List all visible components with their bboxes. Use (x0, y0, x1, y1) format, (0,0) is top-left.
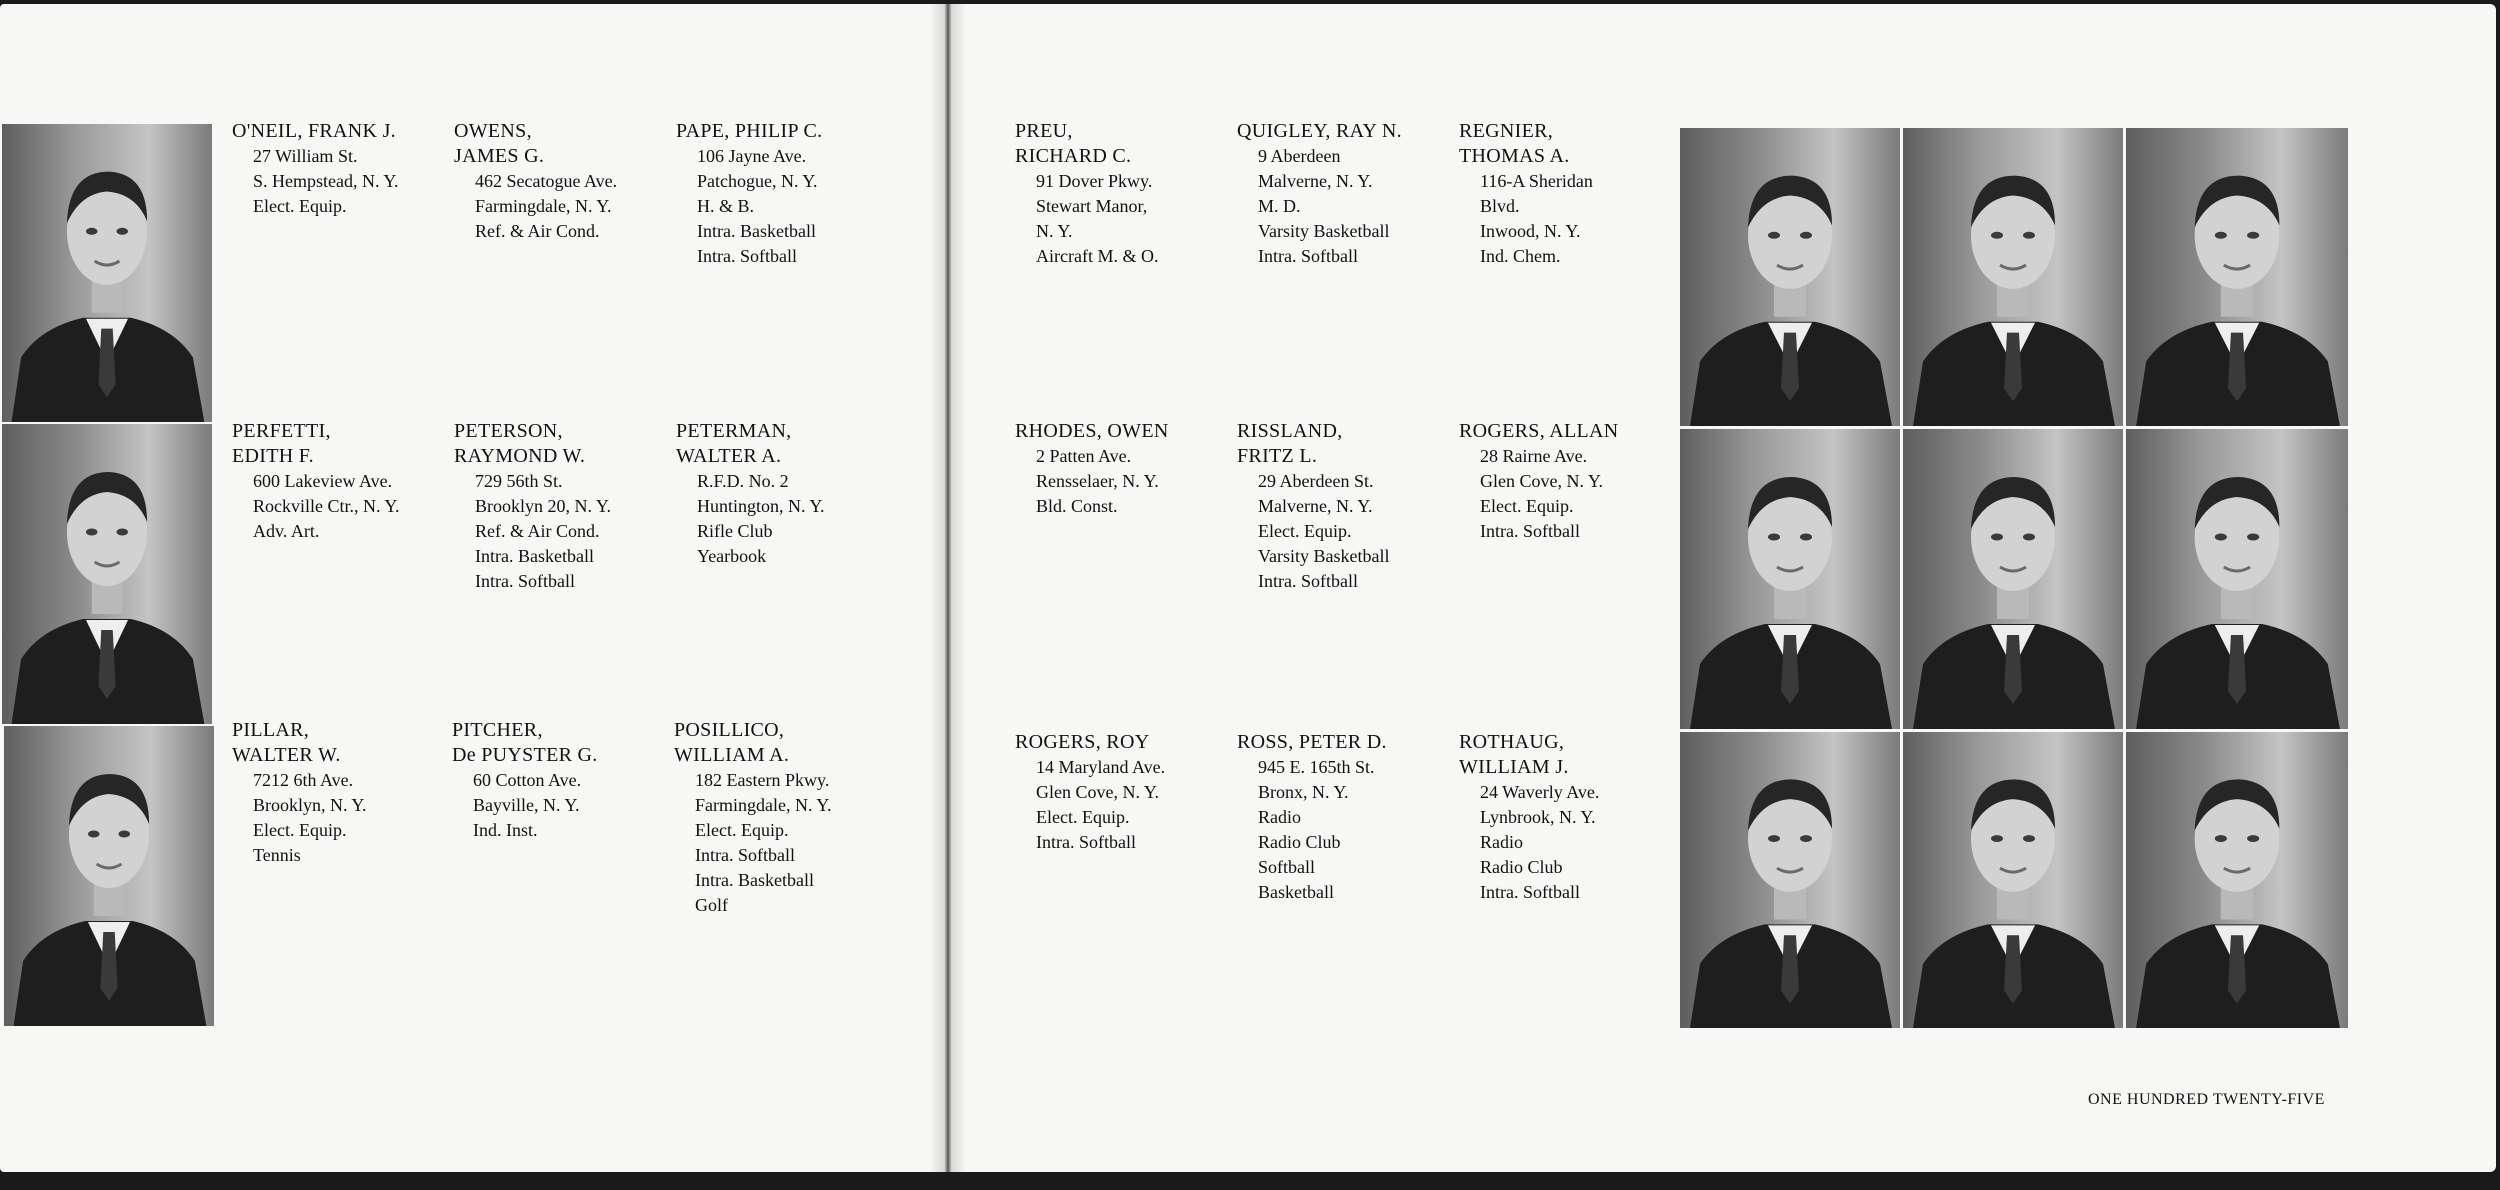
student-detail: 600 Lakeview Ave. (253, 471, 393, 491)
student-name: PREU, (1015, 120, 1073, 142)
portrait-photo-rogers-allan (2126, 429, 2348, 729)
student-detail: Huntington, N. Y. (697, 496, 825, 516)
student-detail: Elect. Equip. (253, 196, 347, 216)
student-detail: Brooklyn 20, N. Y. (475, 496, 612, 516)
student-entry-rhodes (1015, 419, 1230, 519)
portrait-photo-regnier (2126, 128, 2348, 426)
student-detail: Intra. Softball (1258, 571, 1358, 591)
student-name: PETERMAN, (676, 420, 792, 442)
page-number: ONE HUNDRED TWENTY-FIVE (2088, 1091, 2325, 1108)
portrait-photo-icon (2, 424, 212, 724)
student-name: THOMAS A. (1459, 145, 1570, 167)
student-detail: Elect. Equip. (1480, 496, 1574, 516)
student-detail: Aircraft M. & O. (1036, 246, 1159, 266)
student-detail: Intra. Softball (1480, 521, 1580, 541)
portrait-photo-icon (4, 726, 214, 1026)
student-name: PETERSON, (454, 420, 563, 442)
student-detail: Intra. Basketball (695, 870, 814, 890)
student-name: WILLIAM J. (1459, 756, 1569, 778)
portrait-photo-rogers-roy (1680, 732, 1900, 1028)
portrait-photo-icon (1903, 429, 2123, 729)
student-detail: Intra. Softball (1258, 246, 1358, 266)
student-detail: Intra. Basketball (475, 546, 594, 566)
portrait-photo-rhodes (1680, 429, 1900, 729)
student-detail: Radio (1480, 832, 1523, 852)
student-detail: Malverne, N. Y. (1258, 496, 1373, 516)
student-name: WALTER W. (232, 744, 341, 766)
student-detail: 945 E. 165th St. (1258, 757, 1375, 777)
portrait-photo-rissland (1903, 429, 2123, 729)
student-detail: Brooklyn, N. Y. (253, 795, 367, 815)
student-detail: 14 Maryland Ave. (1036, 757, 1166, 777)
student-detail: Ind. Chem. (1480, 246, 1561, 266)
student-name: PAPE, PHILIP C. (676, 120, 823, 142)
student-detail: Intra. Softball (475, 571, 575, 591)
student-detail: H. & B. (697, 196, 755, 216)
portrait-photo-oneil (2, 124, 212, 422)
student-entry-regnier (1459, 119, 1674, 269)
student-detail: Patchogue, N. Y. (697, 171, 818, 191)
student-name: ROTHAUG, (1459, 731, 1565, 753)
student-detail: Stewart Manor, (1036, 196, 1148, 216)
student-detail: Adv. Art. (253, 521, 320, 541)
student-detail: Intra. Basketball (697, 221, 816, 241)
student-detail: 106 Jayne Ave. (697, 146, 807, 166)
student-detail: Malverne, N. Y. (1258, 171, 1373, 191)
student-detail: Farmingdale, N. Y. (475, 196, 612, 216)
portrait-photo-icon (2126, 128, 2348, 426)
student-name: OWENS, (454, 120, 532, 142)
student-detail: Ind. Inst. (473, 820, 538, 840)
portrait-photo-ross (1903, 732, 2123, 1028)
student-name: WILLIAM A. (674, 744, 790, 766)
student-detail: Ref. & Air Cond. (475, 521, 600, 541)
student-detail: Varsity Basketball (1258, 546, 1390, 566)
student-detail: Bronx, N. Y. (1258, 782, 1349, 802)
student-entry-perfetti (232, 419, 447, 544)
student-entry-rissland (1237, 419, 1452, 594)
student-name: De PUYSTER G. (452, 744, 598, 766)
student-detail: Intra. Softball (695, 845, 795, 865)
student-entry-ross (1237, 730, 1452, 905)
student-detail: Elect. Equip. (253, 820, 347, 840)
student-detail: Intra. Softball (1480, 882, 1580, 902)
student-detail: Glen Cove, N. Y. (1480, 471, 1603, 491)
student-detail: Golf (695, 895, 728, 915)
student-detail: Elect. Equip. (695, 820, 789, 840)
portrait-photo-quigley (1903, 128, 2123, 426)
student-name: RISSLAND, (1237, 420, 1343, 442)
student-detail: 7212 6th Ave. (253, 770, 354, 790)
student-detail: Intra. Softball (697, 246, 797, 266)
student-entry-rogers-allan (1459, 419, 1674, 544)
student-name: RICHARD C. (1015, 145, 1132, 167)
student-detail: 91 Dover Pkwy. (1036, 171, 1153, 191)
student-detail: Radio Club (1258, 832, 1341, 852)
student-name: RHODES, OWEN (1015, 420, 1169, 442)
student-name: ROSS, PETER D. (1237, 731, 1387, 753)
student-detail: 24 Waverly Ave. (1480, 782, 1600, 802)
student-detail: 116-A Sheridan (1480, 171, 1593, 191)
student-detail: 462 Secatogue Ave. (475, 171, 618, 191)
student-entry-oneil (232, 119, 447, 219)
student-detail: 27 William St. (253, 146, 358, 166)
student-detail: Tennis (253, 845, 301, 865)
student-detail: Lynbrook, N. Y. (1480, 807, 1596, 827)
student-entry-pape (676, 119, 891, 269)
student-entry-preu (1015, 119, 1230, 269)
student-name: POSILLICO, (674, 719, 785, 741)
student-name: WALTER A. (676, 445, 782, 467)
portrait-photo-icon (1903, 732, 2123, 1028)
student-detail: S. Hempstead, N. Y. (253, 171, 399, 191)
student-name: REGNIER, (1459, 120, 1554, 142)
student-detail: Bld. Const. (1036, 496, 1118, 516)
student-detail: Glen Cove, N. Y. (1036, 782, 1159, 802)
book-gutter (930, 4, 966, 1172)
student-detail: 29 Aberdeen St. (1258, 471, 1374, 491)
student-entry-peterson (454, 419, 669, 594)
student-entry-quigley (1237, 119, 1452, 269)
student-entry-rogers-roy (1015, 730, 1230, 855)
portrait-photo-icon (1680, 732, 1900, 1028)
student-name: RAYMOND W. (454, 445, 586, 467)
student-detail: 182 Eastern Pkwy. (695, 770, 830, 790)
student-detail: Farmingdale, N. Y. (695, 795, 832, 815)
student-detail: Blvd. (1480, 196, 1520, 216)
student-detail: Radio (1258, 807, 1301, 827)
portrait-photo-pillar (4, 726, 214, 1026)
student-detail: Elect. Equip. (1258, 521, 1352, 541)
student-entry-pillar (232, 718, 447, 868)
portrait-photo-perfetti (2, 424, 212, 724)
portrait-photo-icon (2, 124, 212, 422)
student-detail: R.F.D. No. 2 (697, 471, 789, 491)
portrait-photo-icon (1680, 128, 1900, 426)
portrait-photo-icon (1680, 429, 1900, 729)
student-entry-peterman (676, 419, 891, 569)
student-name: O'NEIL, FRANK J. (232, 120, 396, 142)
student-detail: Rifle Club (697, 521, 773, 541)
student-detail: Rensselaer, N. Y. (1036, 471, 1159, 491)
portrait-photo-icon (1903, 128, 2123, 426)
student-detail: Inwood, N. Y. (1480, 221, 1581, 241)
student-detail: Bayville, N. Y. (473, 795, 580, 815)
student-entry-owens (454, 119, 669, 244)
student-detail: 729 56th St. (475, 471, 563, 491)
student-detail: Yearbook (697, 546, 767, 566)
portrait-photo-icon (2126, 732, 2348, 1028)
student-detail: Elect. Equip. (1036, 807, 1130, 827)
student-detail: 60 Cotton Ave. (473, 770, 582, 790)
student-name: JAMES G. (454, 145, 545, 167)
student-name: PERFETTI, (232, 420, 331, 442)
student-detail: 2 Patten Ave. (1036, 446, 1132, 466)
student-entry-posillico (674, 718, 889, 918)
student-entry-pitcher (452, 718, 667, 843)
student-detail: Varsity Basketball (1258, 221, 1390, 241)
portrait-photo-icon (2126, 429, 2348, 729)
student-detail: 9 Aberdeen (1258, 146, 1341, 166)
student-detail: 28 Rairne Ave. (1480, 446, 1588, 466)
student-detail: Rockville Ctr., N. Y. (253, 496, 400, 516)
student-entry-rothaug (1459, 730, 1674, 905)
student-detail: M. D. (1258, 196, 1301, 216)
student-name: QUIGLEY, RAY N. (1237, 120, 1402, 142)
student-detail: Radio Club (1480, 857, 1563, 877)
student-name: ROGERS, ROY (1015, 731, 1150, 753)
student-name: PILLAR, (232, 719, 310, 741)
student-name: ROGERS, ALLAN (1459, 420, 1619, 442)
student-detail: Basketball (1258, 882, 1334, 902)
portrait-photo-rothaug (2126, 732, 2348, 1028)
student-detail: N. Y. (1036, 221, 1073, 241)
portrait-photo-preu (1680, 128, 1900, 426)
student-name: PITCHER, (452, 719, 543, 741)
student-detail: Ref. & Air Cond. (475, 221, 600, 241)
student-detail: Intra. Softball (1036, 832, 1136, 852)
student-name: FRITZ L. (1237, 445, 1318, 467)
student-detail: Softball (1258, 857, 1315, 877)
student-name: EDITH F. (232, 445, 314, 467)
